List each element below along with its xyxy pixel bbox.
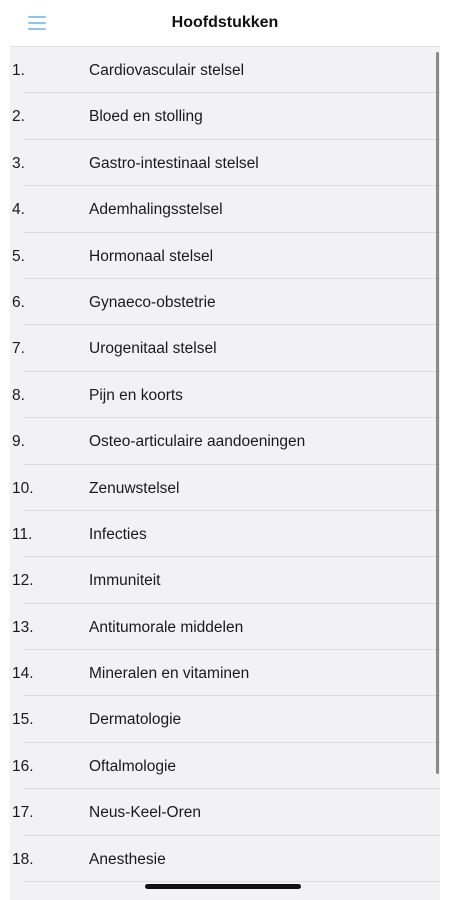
- chapter-number: 3.: [12, 154, 25, 172]
- chapter-row[interactable]: [10, 557, 440, 603]
- chapter-label: Immuniteit: [89, 572, 161, 590]
- chapter-label: Zenuwstelsel: [89, 479, 180, 497]
- chapter-row[interactable]: [10, 186, 440, 232]
- chapter-row[interactable]: [10, 325, 440, 371]
- chapter-number: 1.: [12, 62, 25, 79]
- chapter-list: [10, 47, 440, 885]
- chapter-number: 6.: [12, 293, 25, 311]
- chapter-number: 4.: [12, 201, 25, 219]
- chapter-row[interactable]: [10, 418, 440, 464]
- chapter-label: Bloed en stolling: [89, 108, 203, 126]
- chapter-label: Antitumorale middelen: [89, 618, 244, 636]
- chapter-row[interactable]: [10, 47, 440, 93]
- chapter-label: Mineralen en vitaminen: [89, 665, 250, 683]
- chapter-label: Osteo-articulaire aandoeningen: [89, 433, 306, 451]
- chapter-row[interactable]: [10, 743, 440, 789]
- page-title: Hoofdstukken: [171, 14, 279, 31]
- chapter-number: 7.: [12, 340, 25, 358]
- chapter-label: Dermatologie: [89, 711, 182, 729]
- chapter-label: Oftalmologie: [89, 757, 177, 775]
- chapter-label: Neus-Keel-Oren: [89, 804, 201, 822]
- chapter-number: 15.: [12, 711, 34, 729]
- chapter-row[interactable]: [10, 233, 440, 279]
- home-indicator: [145, 884, 301, 889]
- chapter-number: 17.: [12, 804, 34, 822]
- chapter-label: Gastro-intestinaal stelsel: [89, 154, 259, 172]
- chapter-number: 14.: [12, 665, 34, 683]
- chapter-number: 16.: [12, 757, 34, 775]
- chapter-number: 5.: [12, 247, 25, 265]
- chapter-number: 10.: [12, 479, 34, 497]
- chapter-label: Gynaeco-obstetrie: [89, 293, 216, 311]
- chapter-row[interactable]: [10, 279, 440, 325]
- chapter-label: Cardiovasculair stelsel: [89, 62, 245, 79]
- chapter-number: 9.: [12, 433, 25, 451]
- chapter-row[interactable]: [10, 93, 440, 139]
- chapter-row[interactable]: [10, 372, 440, 418]
- chapter-number: 2.: [12, 108, 25, 126]
- chapter-row[interactable]: [10, 465, 440, 511]
- chapter-number: 8.: [12, 386, 25, 404]
- nav-bar: [10, 0, 440, 47]
- app-screen: [10, 0, 440, 900]
- chapter-row[interactable]: [10, 140, 440, 186]
- chapter-label: Pijn en koorts: [89, 386, 183, 404]
- chapter-number: 13.: [12, 618, 34, 636]
- chapter-row[interactable]: [10, 650, 440, 696]
- chapter-number: 18.: [12, 850, 34, 868]
- scrollbar[interactable]: [436, 52, 439, 774]
- chapter-label: Hormonaal stelsel: [89, 247, 214, 265]
- chapter-row[interactable]: [10, 604, 440, 650]
- chapter-label: Infecties: [89, 525, 147, 543]
- chapter-row[interactable]: [10, 836, 440, 882]
- chapter-label: Anesthesie: [89, 850, 166, 868]
- chapter-row[interactable]: [10, 696, 440, 742]
- chapter-label: Ademhalingsstelsel: [89, 201, 223, 219]
- chapter-number: 11.: [12, 525, 33, 543]
- chapter-row[interactable]: [10, 789, 440, 835]
- chapter-number: 12.: [12, 572, 34, 590]
- chapter-label: Urogenitaal stelsel: [89, 340, 217, 358]
- chapter-row[interactable]: [10, 511, 440, 557]
